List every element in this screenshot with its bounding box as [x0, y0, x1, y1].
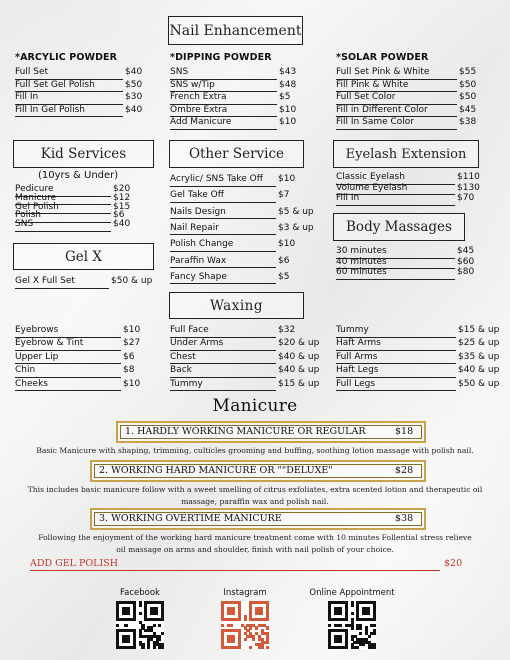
waxing-item — [170, 337, 319, 351]
service-name: SNS w/Tip — [170, 79, 277, 93]
service-price: $80 — [457, 267, 475, 277]
package-3-name: 3. WORKING OVERTIME MANICURE — [99, 513, 282, 524]
package-1-name: 1. HARDLY WORKING MANICURE OR REGULAR — [125, 426, 366, 437]
service-price: $50 & up — [458, 378, 500, 389]
service-name: Polish — [15, 209, 111, 223]
service-name: Chin — [15, 364, 121, 378]
waxing-item — [336, 337, 499, 351]
package-1-description: Basic Manicure with shaping, trimming, culticles grooming and buffing, soothing lotion massage with polish nail. — [36, 446, 474, 455]
service-price: $6 — [123, 351, 135, 362]
service-name: Full Set — [15, 66, 123, 80]
service-price: $32 — [278, 325, 296, 335]
service-name: Classic Eyelash — [336, 171, 455, 185]
service-name: Cheeks — [15, 378, 121, 392]
service-name: SNS — [15, 218, 111, 232]
service-name: Tummy — [336, 324, 456, 338]
service-price: $40 & up — [278, 365, 320, 376]
service-name: 40 minutes — [336, 256, 455, 270]
eyelash-heading: Eyelash Extension — [345, 146, 467, 162]
instagram-qr-code[interactable] — [221, 601, 269, 649]
service-name: Full Legs — [336, 378, 456, 392]
acrylic-heading: *ARCYLIC POWDER — [15, 52, 118, 63]
service-price: $25 & up — [458, 338, 500, 349]
dipping-item — [170, 91, 290, 105]
dipping-heading: *DIPPING POWDER — [170, 52, 272, 63]
service-price: $130 — [457, 182, 480, 193]
solar-heading: *SOLAR POWDER — [336, 52, 429, 63]
waxing-item — [336, 364, 499, 378]
service-price: $55 — [459, 67, 477, 77]
service-price: $10 — [123, 325, 141, 335]
waxing-item — [15, 378, 140, 392]
other-service-heading: Other Service — [188, 146, 285, 162]
waxing-item — [15, 351, 134, 365]
service-price: $6 — [278, 255, 290, 266]
other-service-item — [170, 238, 295, 252]
service-name: Haft Legs — [336, 364, 456, 378]
service-price: $50 & up — [111, 276, 153, 286]
service-price: $27 — [123, 338, 141, 349]
service-name: Chest — [170, 351, 276, 365]
service-price: $6 — [113, 210, 125, 221]
facebook-label: Facebook — [120, 588, 160, 598]
package-2-name: 2. WORKING HARD MANICURE OR ""DELUXE" — [99, 465, 333, 476]
service-name: Fill Pink & White — [336, 79, 457, 93]
addon-gel-polish-name: ADD GEL POLISH — [30, 558, 119, 569]
service-name: Gel Polish — [15, 201, 111, 215]
service-price: $15 & up — [278, 378, 320, 389]
package-3-description-line1: Following the enjoyment of the working hard manicure treatment come with 10 minutes Follential stress relieve — [38, 533, 472, 542]
service-price: $45 — [457, 246, 475, 256]
service-price: $10 — [279, 104, 297, 115]
service-price: $110 — [457, 172, 480, 182]
service-name: Volume Eyelash — [336, 182, 455, 196]
service-price: $40 & up — [278, 351, 320, 362]
acrylic-item — [15, 66, 142, 80]
package-3-price: $38 — [395, 513, 414, 524]
service-name: Nail Repair — [170, 222, 276, 236]
waxing-title-box — [169, 292, 304, 319]
waxing-item — [170, 378, 319, 392]
acrylic-item — [15, 104, 142, 118]
waxing-item — [170, 324, 295, 338]
service-price: $15 — [113, 201, 131, 212]
kid-services-heading: Kid Services — [40, 146, 127, 162]
service-price: $40 — [113, 219, 131, 230]
service-name: Pedicure — [15, 183, 111, 197]
service-price: $5 — [279, 92, 291, 103]
waxing-item — [170, 351, 319, 365]
service-name: Fancy Shape — [170, 271, 276, 285]
waxing-item — [336, 378, 499, 392]
addon-underline — [30, 570, 440, 571]
massage-title-box — [333, 213, 465, 241]
solar-item — [336, 66, 476, 80]
manicure-heading: Manicure — [212, 396, 298, 416]
eyelash-item — [336, 192, 474, 206]
solar-item — [336, 116, 476, 130]
service-name: Fill In — [15, 91, 123, 105]
service-price: $5 — [278, 271, 290, 282]
service-price: $50 — [125, 79, 143, 90]
waxing-item — [15, 364, 134, 378]
dipping-item — [170, 116, 296, 130]
service-name: Tummy — [170, 378, 276, 392]
kid-services-title-box — [13, 140, 154, 168]
waxing-item — [15, 337, 140, 351]
service-price: $10 — [123, 378, 141, 389]
other-service-item — [170, 271, 289, 285]
service-name: Gel Take Off — [170, 189, 276, 203]
gelx-item — [15, 275, 152, 289]
service-price: $15 & up — [458, 325, 500, 335]
online-appointment-qr-code[interactable] — [328, 601, 376, 649]
kid-service-item — [15, 218, 130, 232]
acrylic-item — [15, 91, 142, 105]
eyelash-title-box — [333, 140, 479, 168]
service-price: $7 — [278, 190, 290, 201]
service-name: Full Set Pink & White — [336, 66, 457, 80]
other-service-item — [170, 173, 295, 187]
service-price: $12 — [113, 192, 131, 203]
service-price: $3 & up — [278, 222, 314, 233]
service-price: $43 — [279, 67, 297, 77]
package-3-description-line2: oil massage on arms and shoulder, finish with nail polish of your choice. — [116, 545, 394, 554]
package-2-description-line2: massage, paraffin wax and polish nail. — [181, 497, 329, 506]
other-service-item — [170, 189, 289, 203]
service-price: $50 — [459, 79, 477, 90]
manicure-package-2 — [90, 460, 426, 482]
service-name: Under Arms — [170, 337, 276, 351]
service-name: Fill In — [336, 192, 455, 206]
service-name: Paraffin Wax — [170, 255, 276, 269]
other-service-title-box — [169, 140, 304, 168]
service-price: $5 & up — [278, 206, 314, 217]
solar-item — [336, 91, 476, 105]
service-price: $10 — [279, 117, 297, 128]
waxing-item — [170, 364, 319, 378]
service-price: $8 — [123, 365, 135, 376]
other-service-item — [170, 206, 314, 220]
kid-services-subheading: (10yrs & Under) — [38, 170, 119, 181]
service-name: Back — [170, 364, 276, 378]
service-price: $48 — [279, 79, 297, 90]
service-price: $30 — [125, 92, 143, 103]
service-price: $10 — [278, 239, 296, 250]
service-name: Eyebrows — [15, 324, 121, 338]
service-name: Ombre Extra — [170, 104, 277, 118]
service-price: $20 — [113, 184, 131, 194]
service-name: Full Set Color — [336, 91, 457, 105]
service-price: $38 — [459, 117, 477, 128]
waxing-item — [336, 324, 499, 338]
nail-enhancement-title-box — [168, 16, 303, 45]
solar-item — [336, 104, 476, 118]
service-name: Haft Arms — [336, 337, 456, 351]
acrylic-item — [15, 79, 142, 93]
service-name: Eyebrow & Tint — [15, 337, 121, 351]
service-name: Fill In Gel Polish — [15, 104, 123, 118]
service-price: $50 — [459, 92, 477, 103]
facebook-qr-code[interactable] — [116, 601, 164, 649]
package-1-price: $18 — [395, 426, 414, 437]
solar-item — [336, 79, 476, 93]
gelx-title-box — [13, 243, 154, 270]
gelx-heading: Gel X — [65, 248, 102, 265]
waxing-item — [15, 324, 140, 338]
page-title: Nail Enhancement — [169, 22, 302, 39]
service-name: Fill In Same Color — [336, 116, 457, 130]
service-price: $60 — [457, 256, 475, 267]
service-name: Add Manicure — [170, 116, 277, 130]
waxing-item — [336, 351, 499, 365]
service-price: $20 & up — [278, 338, 320, 349]
waxing-heading: Waxing — [209, 297, 264, 314]
massage-item — [336, 266, 474, 280]
service-name: 30 minutes — [336, 245, 455, 259]
instagram-label: Instagram — [223, 588, 267, 598]
service-name: Full Face — [170, 324, 276, 338]
massage-heading: Body Massages — [346, 219, 452, 235]
dipping-item — [170, 79, 296, 93]
service-name: Fill in Different Color — [336, 104, 457, 118]
service-price: $40 — [125, 104, 143, 115]
service-price: $70 — [457, 193, 475, 203]
service-name: Upper Lip — [15, 351, 121, 365]
package-2-description-line1: This includes basic manicure follow with a sweet smelling of citrus exfoliates, extra scented lotion and therapeutic oil — [27, 485, 483, 494]
online-appointment-label: Online Appointment — [309, 588, 395, 598]
service-name: Full Set Gel Polish — [15, 79, 123, 93]
other-service-item — [170, 255, 289, 269]
other-service-item — [170, 222, 314, 236]
service-price: $40 & up — [458, 365, 500, 376]
manicure-package-1 — [116, 421, 426, 443]
manicure-package-3 — [90, 508, 426, 530]
service-name: SNS — [170, 66, 277, 80]
service-name: Acrylic/ SNS Take Off — [170, 173, 276, 187]
service-price: $10 — [278, 174, 296, 184]
service-name: 60 minutes — [336, 266, 455, 280]
dipping-item — [170, 66, 296, 80]
package-2-price: $28 — [395, 465, 414, 476]
service-name: Polish Change — [170, 238, 276, 252]
service-price: $45 — [459, 104, 477, 115]
service-name: Gel X Full Set — [15, 275, 109, 289]
service-name: French Extra — [170, 91, 277, 105]
addon-gel-polish-price: $20 — [444, 558, 463, 569]
service-price: $40 — [125, 67, 143, 77]
service-name: Full Arms — [336, 351, 456, 365]
service-name: Nails Design — [170, 206, 276, 220]
dipping-item — [170, 104, 296, 118]
service-name: Manicure — [15, 192, 111, 206]
service-price: $35 & up — [458, 351, 500, 362]
